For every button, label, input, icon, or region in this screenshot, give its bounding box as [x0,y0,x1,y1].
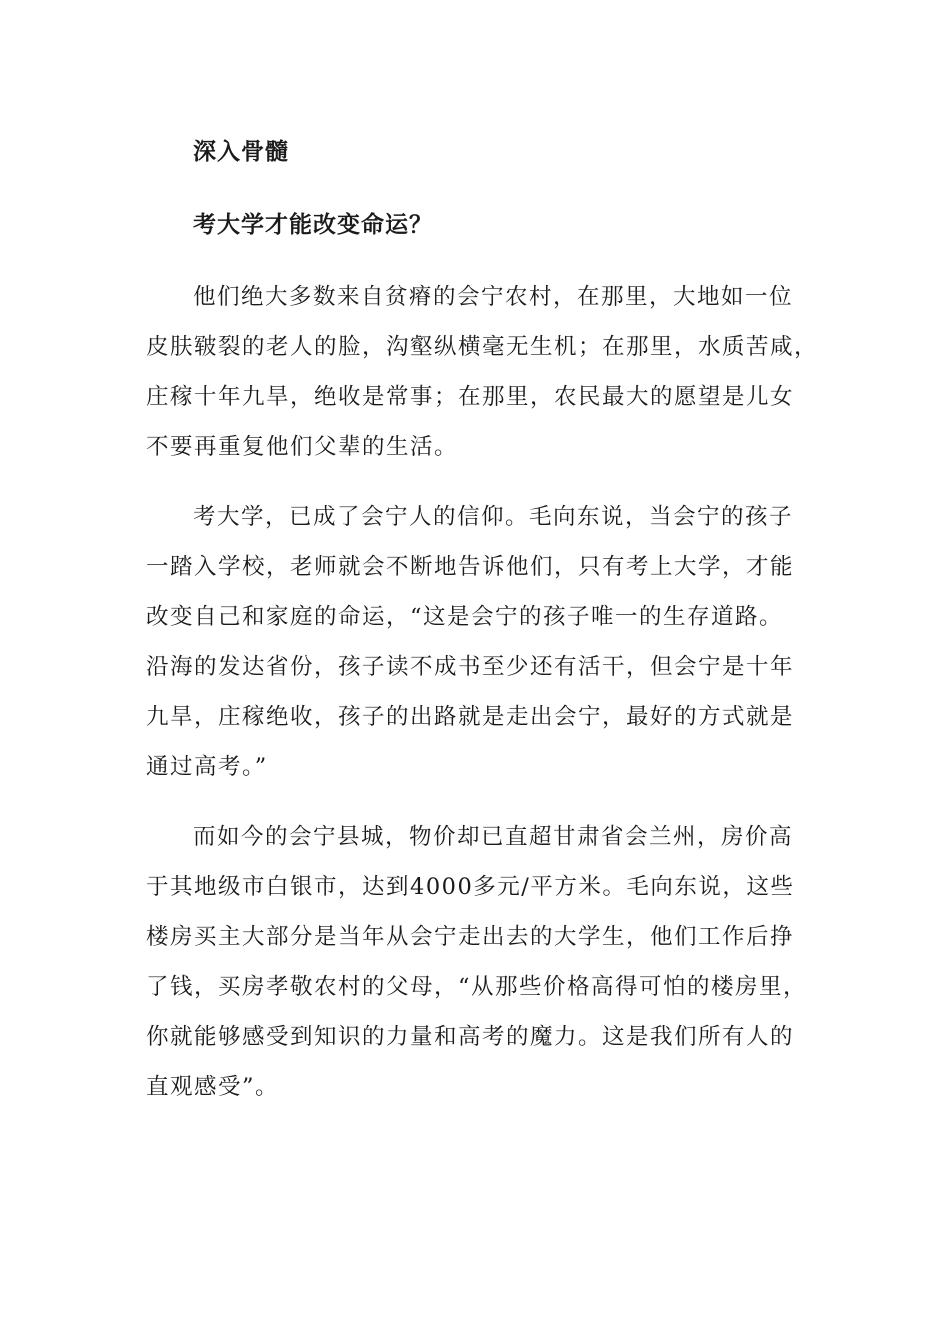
paragraph-line: 于其地级市白银市，达到4000多元/平方米。毛向东说，这些 [146,874,795,900]
paragraph-line: 了钱，买房孝敬农村的父母，“从那些价格高得可怕的楼房里， [146,974,808,1000]
paragraph-line: 皮肤皲裂的老人的脸，沟壑纵横毫无生机；在那里，水质苦咸， [146,334,819,360]
paragraph-line: 直观感受”。 [146,1074,280,1100]
paragraph-line: 不要再重复他们父辈的生活。 [146,434,459,460]
paragraph-2 [146,492,806,792]
paragraph-line: 九旱，庄稼绝收，孩子的出路就是走出会宁，最好的方式就是 [146,704,795,730]
paragraph-line: 楼房买主大部分是当年从会宁走出去的大学生，他们工作后挣 [146,924,795,950]
paragraph-line: 他们绝大多数来自贫瘠的会宁农村，在那里，大地如一位 [193,284,794,310]
paragraph-line: 你就能够感受到知识的力量和高考的魔力。这是我们所有人的 [146,1024,795,1050]
paragraph-line: 一踏入学校，老师就会不断地告诉他们，只有考上大学，才能 [146,554,795,580]
paragraph-1 [146,272,819,472]
paragraph-line: 沿海的发达省份，孩子读不成书至少还有活干，但会宁是十年 [146,654,795,680]
subtitle-heading: 考大学才能改变命运？ [193,211,433,238]
section-heading: 深入骨髓 [193,138,289,165]
paragraph-line: 庄稼十年九旱，绝收是常事；在那里，农民最大的愿望是儿女 [146,384,795,410]
paragraph-line: 改变自己和家庭的命运，“这是会宁的孩子唯一的生存道路。 [146,604,784,630]
paragraph-line: 通过高考。” [146,754,268,780]
paragraph-line: 而如今的会宁县城，物价却已直超甘肃省会兰州，房价高 [193,824,794,850]
paragraph-3 [146,812,806,1112]
paragraph-line: 考大学，已成了会宁人的信仰。毛向东说，当会宁的孩子 [193,504,794,530]
